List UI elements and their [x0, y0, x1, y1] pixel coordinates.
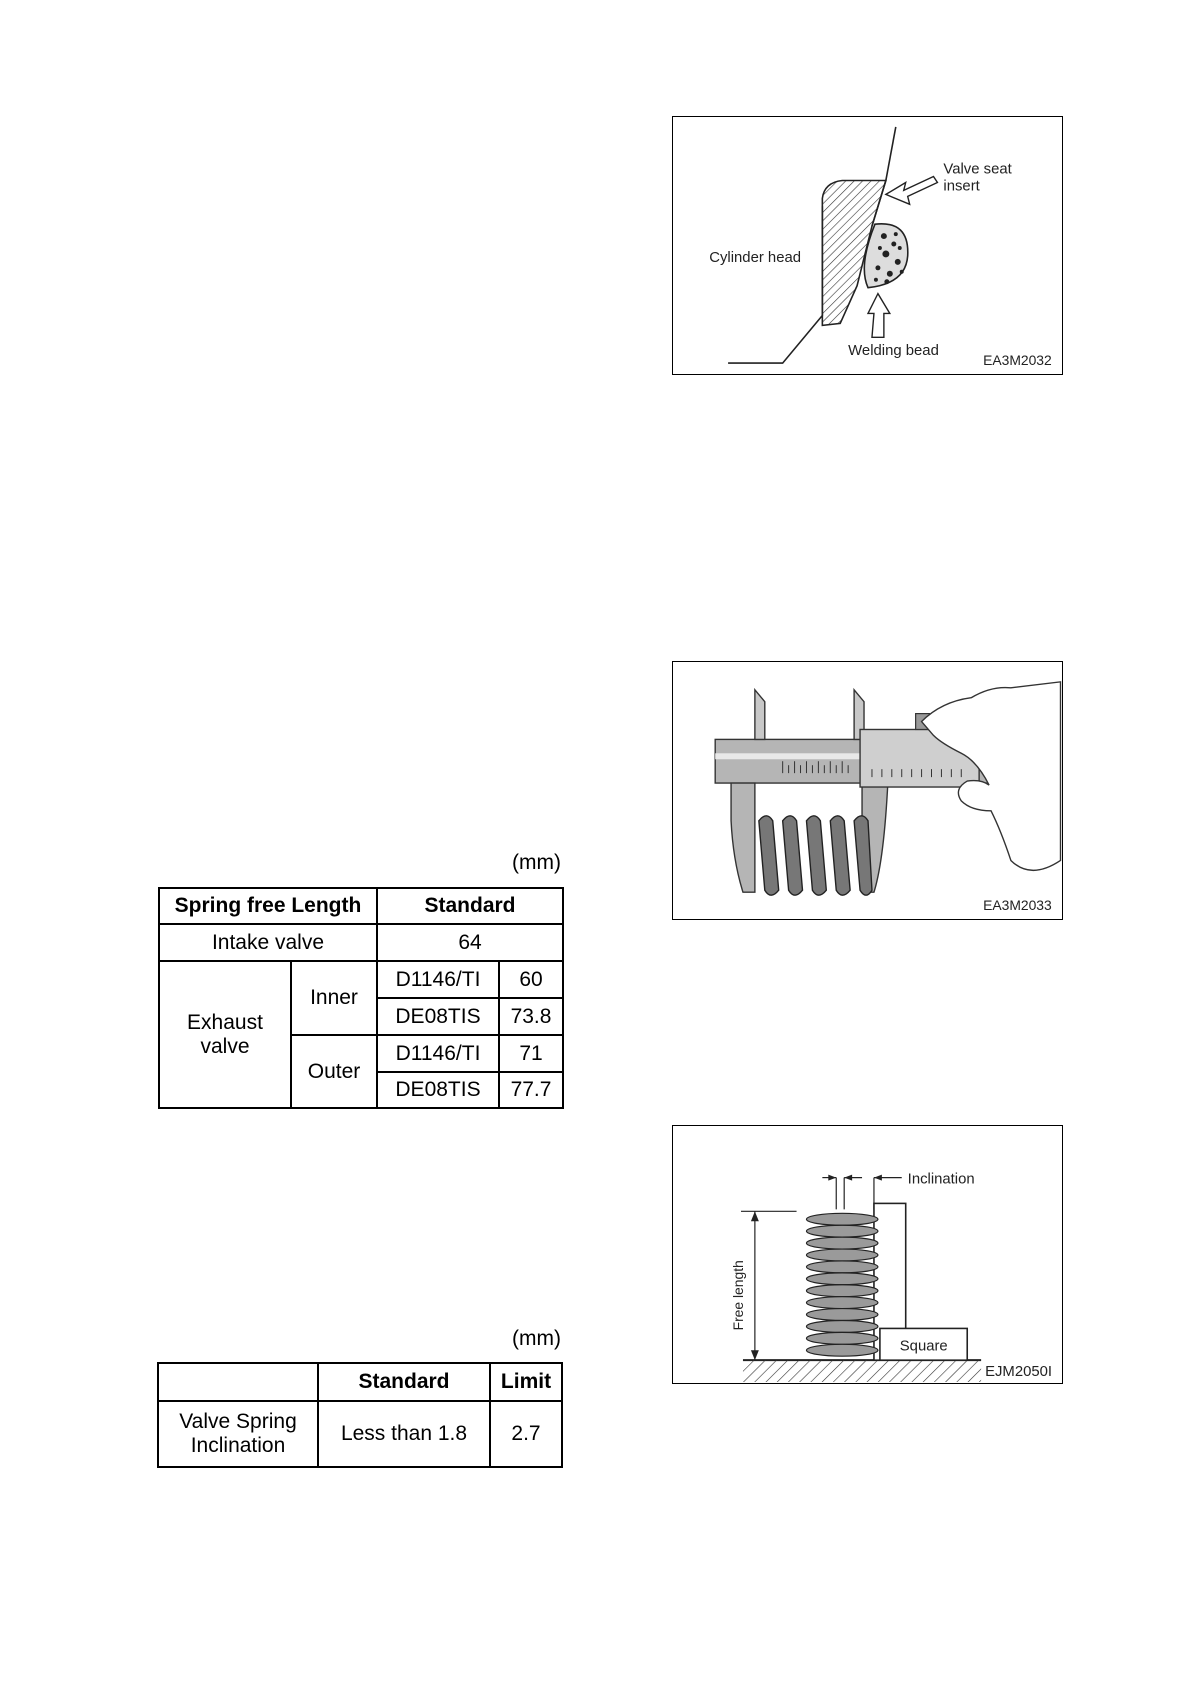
- valve-seat-welding-drawing: [673, 117, 1062, 374]
- free-length-unit: (mm): [512, 851, 561, 874]
- spring-caliper-drawing: [673, 662, 1062, 919]
- spring-inclination-table: [157, 1362, 563, 1468]
- inner-value-1: 60: [499, 961, 563, 998]
- figure-spring-inclination: [672, 1125, 1063, 1384]
- label-square: Square: [899, 1338, 948, 1355]
- outer-value-2: 77.7: [499, 1072, 563, 1108]
- inner-model-1: D1146/TI: [377, 961, 499, 998]
- header-limit: Limit: [490, 1363, 562, 1401]
- outer-value-1: 71: [499, 1035, 563, 1072]
- header-blank: [158, 1363, 318, 1401]
- outer-model-1: D1146/TI: [377, 1035, 499, 1072]
- inclination-unit: (mm): [512, 1327, 561, 1350]
- outer-model-2: DE08TIS: [377, 1072, 499, 1108]
- figure-spring-caliper: [672, 661, 1063, 920]
- header-spring-free-length: Spring free Length: [159, 888, 377, 924]
- spring-free-length-table: [158, 887, 564, 1109]
- label-welding-bead: Welding bead: [848, 343, 939, 360]
- inclination-standard-value: Less than 1.8: [318, 1401, 490, 1467]
- figure-code: EJM2050I: [985, 1364, 1053, 1381]
- label-inclination: Inclination: [907, 1171, 975, 1188]
- intake-valve-value: 64: [377, 924, 563, 961]
- figure-code: EA3M2032: [983, 352, 1052, 369]
- exhaust-valve-label: Exhaust valve: [159, 961, 291, 1108]
- outer-label: Outer: [291, 1035, 377, 1108]
- figure-code: EA3M2033: [983, 897, 1052, 914]
- inner-value-2: 73.8: [499, 998, 563, 1035]
- label-valve-seat-line1: Valve seat: [943, 161, 1012, 178]
- intake-valve-label: Intake valve: [159, 924, 377, 961]
- inner-label: Inner: [291, 961, 377, 1035]
- spring-inclination-drawing: [673, 1126, 1062, 1383]
- valve-spring-inclination-label: Valve Spring Inclination: [158, 1401, 318, 1467]
- header-standard: Standard: [377, 888, 563, 924]
- inclination-limit-value: 2.7: [490, 1401, 562, 1467]
- label-valve-seat-line2: insert: [943, 178, 980, 195]
- label-free-length: Free length: [729, 1260, 746, 1331]
- inner-model-2: DE08TIS: [377, 998, 499, 1035]
- label-cylinder-head: Cylinder head: [709, 249, 802, 266]
- figure-valve-seat-welding: [672, 116, 1063, 375]
- header-standard: Standard: [318, 1363, 490, 1401]
